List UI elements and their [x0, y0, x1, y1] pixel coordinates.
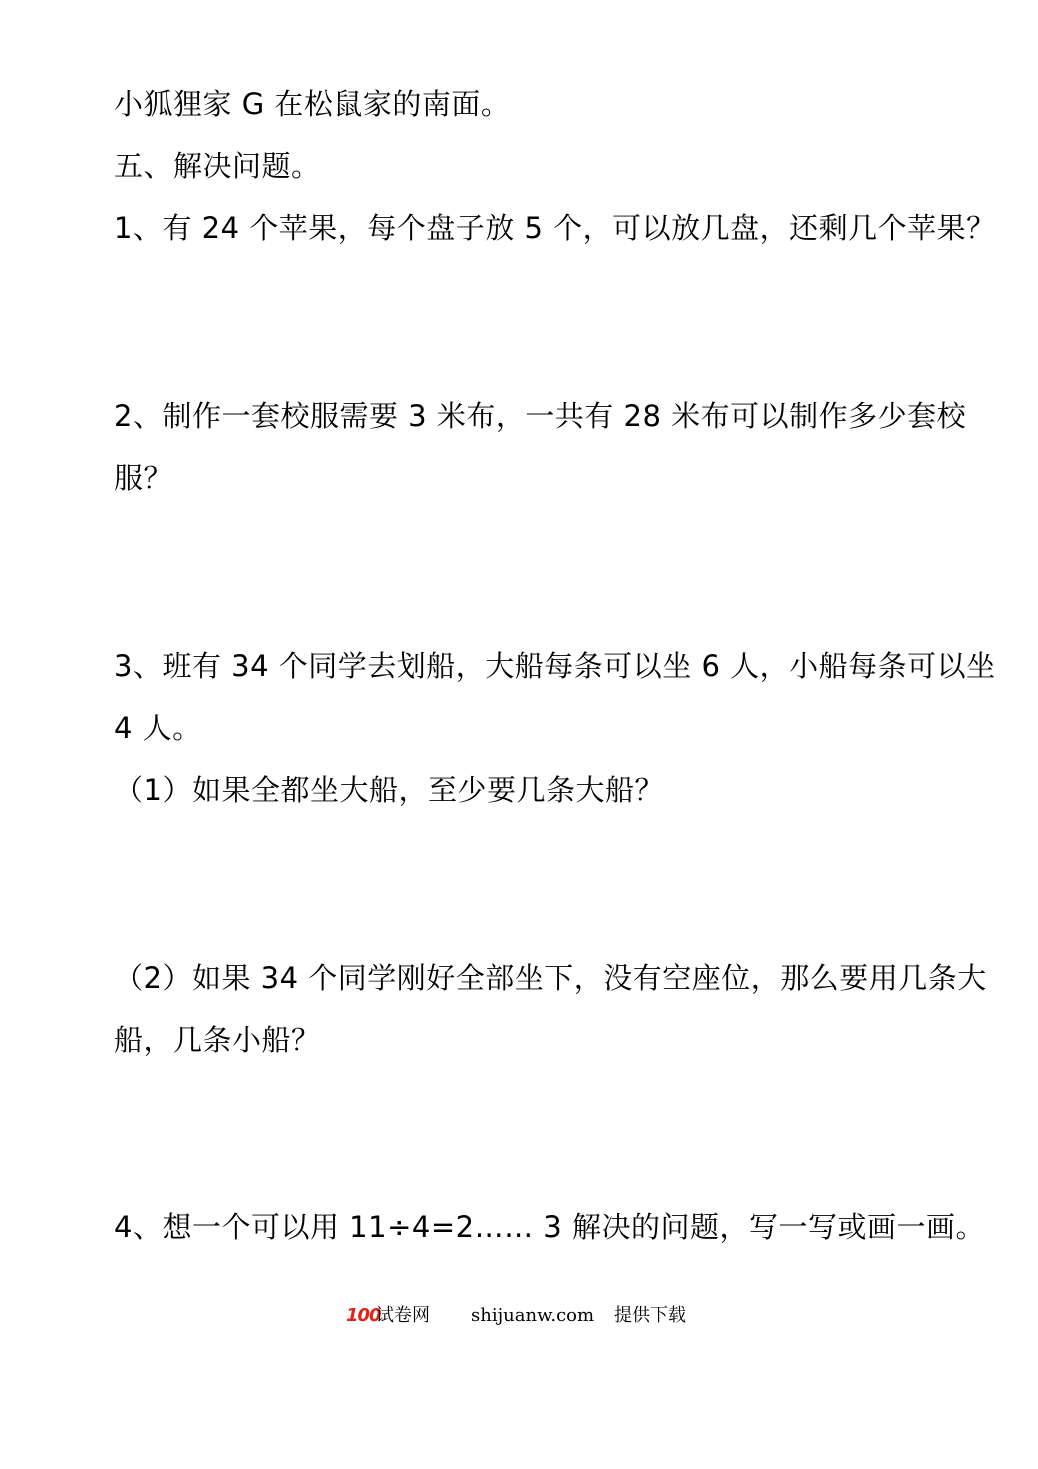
footer-note: 提供下载: [614, 1305, 686, 1326]
site-logo: 100: [346, 1305, 381, 1326]
question-2-line-2: 服？: [114, 461, 174, 495]
question-2-line-1: 2、制作一套校服需要 3 米布，一共有 28 米布可以制作多少套校: [114, 399, 967, 433]
question-3-line-1: 3、班有 34 个同学去划船，大船每条可以坐 6 人，小船每条可以坐: [114, 649, 996, 683]
footer-site-name: 试卷网: [376, 1305, 430, 1326]
question-1: 1、有 24 个苹果，每个盘子放 5 个，可以放几盘，还剩几个苹果？: [114, 211, 996, 245]
footer-domain: shijuanw.com: [471, 1305, 595, 1326]
section-heading-solve-problems: 五、解决问题。: [114, 149, 321, 183]
question-3-line-2: 4 人。: [114, 711, 202, 745]
question-3-part-2-line-1: （2）如果 34 个同学刚好全部坐下，没有空座位，那么要用几条大: [114, 961, 987, 995]
text-line-fox-home: 小狐狸家 G 在松鼠家的南面。: [114, 87, 511, 121]
question-3-part-1: （1）如果全都坐大船，至少要几条大船？: [114, 773, 664, 807]
question-4: 4、想一个可以用 11÷4=2…… 3 解决的问题，写一写或画一画。: [114, 1210, 985, 1244]
question-3-part-2-line-2: 船，几条小船？: [114, 1023, 321, 1057]
page-footer: [0, 1300, 1038, 1332]
